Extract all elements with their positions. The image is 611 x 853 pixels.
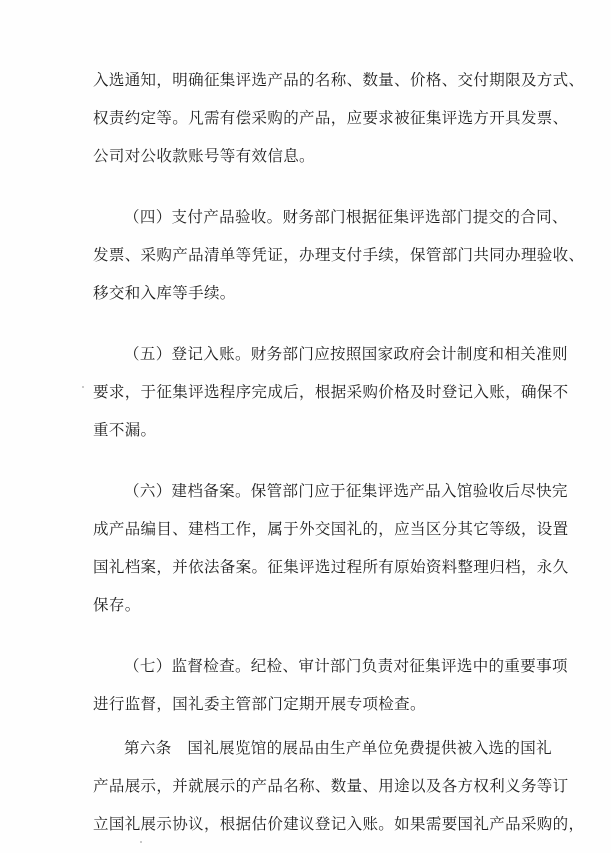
paragraph-4-line-4: 保存。 — [93, 596, 141, 614]
paragraph-4-line-2: 成产品编目、建档工作，属于外交国礼的，应当区分其它等级，设置 — [93, 520, 569, 538]
paragraph-2-line-1: （四）支付产品验收。财务部门根据征集评选部门提交的合同、 — [124, 208, 568, 226]
paragraph-2-line-2: 发票、采购产品清单等凭证，办理支付手续，保管部门共同办理验收、 — [93, 246, 585, 264]
paragraph-3-line-2: 要求，于征集评选程序完成后，根据采购价格及时登记入账，确保不 — [93, 383, 569, 401]
paragraph-1-line-1: 入选通知，明确征集评选产品的名称、数量、价格、交付期限及方式、 — [93, 71, 585, 89]
scan-speck — [82, 386, 84, 388]
article-6-line-1: 第六条 国礼展览馆的展品由生产单位免费提供被入选的国礼 — [124, 739, 552, 757]
paragraph-1-line-3: 公司对公收款账号等有效信息。 — [93, 147, 315, 165]
scan-speck — [140, 841, 142, 843]
paragraph-5-line-1: （七）监督检查。纪检、审计部门负责对征集评选中的重要事项 — [124, 657, 568, 675]
article-6-line-3: 立国礼展示协议，根据估价建议登记入账。如果需要国礼产品采购的， — [93, 815, 585, 833]
paragraph-3-line-1: （五）登记入账。财务部门应按照国家政府会计制度和相关准则 — [124, 345, 568, 363]
article-6-line-2: 产品展示，并就展示的产品名称、数量、用途以及各方权利义务等订 — [93, 777, 569, 795]
paragraph-1-line-2: 权责约定等。凡需有偿采购的产品，应要求被征集评选方开具发票、 — [93, 109, 569, 127]
paragraph-4-line-1: （六）建档备案。保管部门应于征集评选产品入馆验收后尽快完 — [124, 482, 568, 500]
paragraph-4-line-3: 国礼档案，并依法备案。征集评选过程所有原始资料整理归档，永久 — [93, 558, 569, 576]
paragraph-5-line-2: 进行监督，国礼委主管部门定期开展专项检查。 — [93, 695, 426, 713]
paragraph-3-line-3: 重不漏。 — [93, 421, 157, 439]
paragraph-2-line-3: 移交和入库等手续。 — [93, 284, 236, 302]
